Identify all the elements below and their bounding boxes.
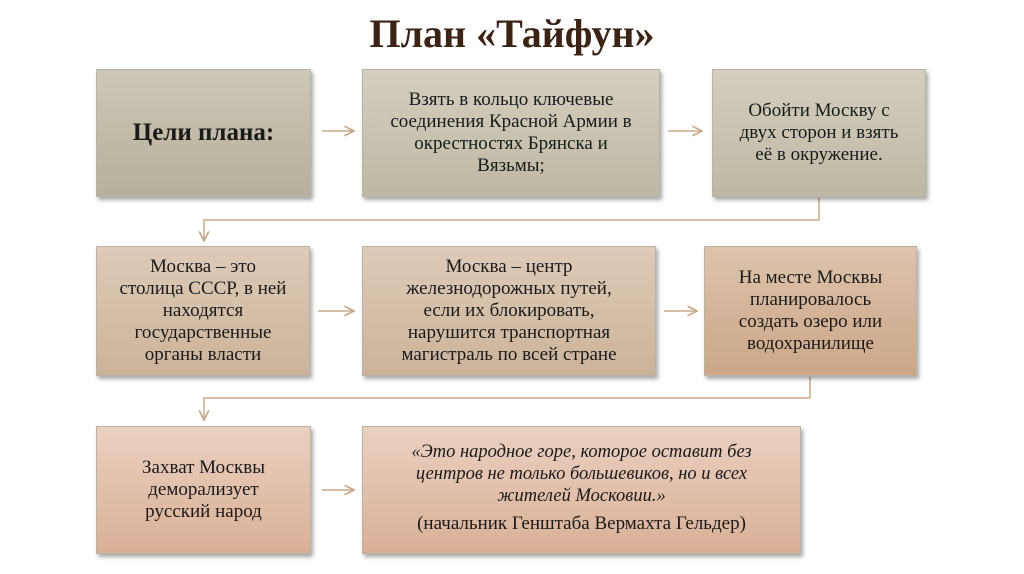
goals-label-box — [96, 69, 311, 197]
quote-box — [362, 426, 801, 554]
quote-text: «Это народное горе, которое оставит без центров не только большевиков, но и всех жителей Московии.» — [411, 442, 752, 506]
goal-encircle-text: Взять в кольцо ключевые соединения Красной Армии в окрестностях Брянска и Вязьмы; — [390, 89, 632, 176]
reason-demoralize-text: Захват Москвы деморализует русский народ — [142, 457, 265, 522]
reason-demoralize-box — [96, 426, 311, 554]
goals-label: Цели плана: — [132, 119, 275, 146]
quote-author: (начальник Генштаба Вермахта Гельдер) — [417, 513, 746, 534]
goal-encircle-box — [362, 69, 660, 197]
arrow-row1-to-row2 — [204, 198, 819, 241]
reason-lake-text: На месте Москвы планировалось создать озеро или водохранилище — [738, 267, 883, 354]
reason-capital-box — [96, 246, 310, 376]
goal-surround-moscow-text: Обойти Москву с двух сторон и взять её в окружение. — [739, 100, 899, 165]
reason-lake-box — [704, 246, 917, 376]
slide-title: План «Тайфун» — [369, 11, 655, 56]
reason-capital-text: Москва – это столица СССР, в ней находятся государственные органы власти — [119, 256, 287, 365]
goal-surround-moscow-box — [712, 69, 926, 197]
reason-railway-text: Москва – центр железнодорожных путей, если их блокировать, нарушится транспортная магистраль по всей стране — [401, 256, 617, 365]
reason-railway-box — [362, 246, 656, 376]
arrow-row2-to-row3 — [204, 377, 810, 420]
